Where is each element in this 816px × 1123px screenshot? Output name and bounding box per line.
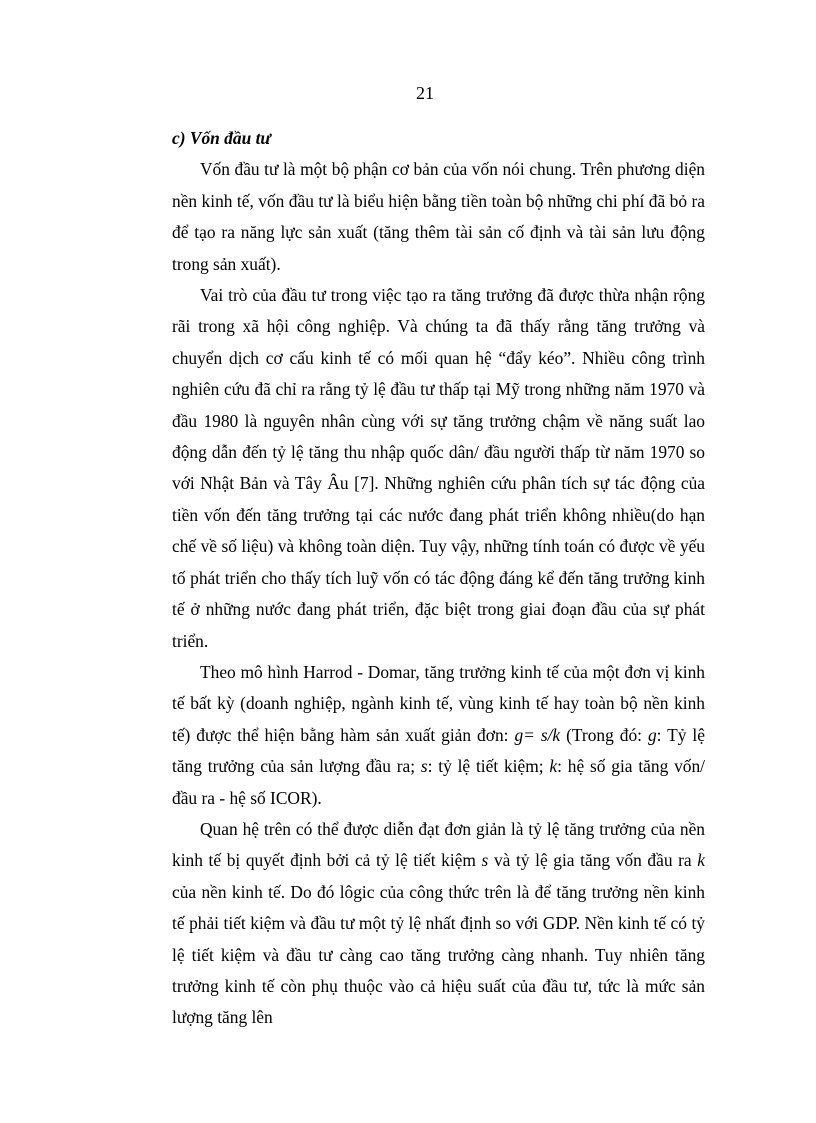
variable-s: s bbox=[481, 850, 489, 871]
section-heading: c) Vốn đầu tư bbox=[172, 128, 271, 148]
variable-s: s bbox=[420, 756, 428, 777]
paragraph-4-text: và tỷ lệ gia tăng vốn đầu ra bbox=[488, 850, 698, 871]
variable-k: k bbox=[549, 756, 558, 777]
paragraph-4-text: Quan hệ trên có thể được diễn đạt đơn giản là tỷ lệ tăng trưởng của nền kinh tế bị quyết định bởi cả tỷ lệ tiết kiệm bbox=[172, 818, 705, 871]
paragraph-1: Vốn đầu tư là một bộ phận cơ bản của vốn nói chung. Trên phương diện nền kinh tế, vốn đầu tư là biểu hiện bằng tiền toàn bộ những chi phí đã bỏ ra để tạo ra năng lực sản xuất (tăng thêm tài sản cố định và tài sản lưu động trong sản xuất). bbox=[172, 159, 705, 274]
variable-g: g bbox=[647, 724, 657, 745]
paragraph-3-text: : Tỷ lệ tăng trưởng của sản lượng đầu ra; bbox=[172, 724, 705, 777]
paragraph-4 bbox=[172, 814, 705, 1034]
variable-k: k bbox=[697, 850, 705, 871]
paragraph-3 bbox=[172, 657, 705, 814]
paragraph-3-text: : tỷ lệ tiết kiệm; bbox=[427, 756, 550, 777]
paragraph-3-text: (Trong đó: bbox=[560, 724, 648, 745]
paragraph-2: Vai trò của đầu tư trong việc tạo ra tăng trưởng đã được thừa nhận rộng rãi trong xã hội công nghiệp. Và chúng ta đã thấy rằng tăng trưởng và chuyển dịch cơ cấu kinh tế có mối quan hệ “đẩy kéo”. Nhiều công trình nghiên cứu đã chỉ ra rằng tỷ lệ đầu tư thấp tại Mỹ trong những năm 1970 và đầu 1980 là nguyên nhân cùng với sự tăng trưởng chậm về năng suất lao động dẫn đến tỷ lệ tăng thu nhập quốc dân/ đầu người thấp từ năm 1970 so với Nhật Bản và Tây Âu [7]. Những nghiên cứu phân tích sự tác động của tiền vốn đến tăng trưởng tại các nước đang phát triển không nhiều(do hạn chế về số liệu) và không toàn diện. Tuy vậy, những tính toán có được về yếu tố phát triển cho thấy tích luỹ vốn có tác động đáng kể đến tăng trưởng kinh tế ở những nước đang phát triển, đặc biệt trong giai đoạn đầu của sự phát triển. bbox=[172, 285, 705, 651]
paragraph-3-text: Theo mô hình Harrod - Domar, tăng trưởng kinh tế của một đơn vị kinh tế bất kỳ (doanh nghiệp, ngành kinh tế, vùng kinh tế hay toàn bộ nền kinh tế) được thể hiện bằng hàm sản xuất giản đơn: bbox=[172, 661, 705, 745]
formula-harrod-domar: g= s/k bbox=[514, 724, 561, 745]
paragraph-4-text: của nền kinh tế. Do đó lôgic của công thức trên là để tăng trưởng nền kinh tế phải tiết kiệm và đầu tư một tỷ lệ nhất định so với GDP. Nền kinh tế có tỷ lệ tiết kiệm và đầu tư càng cao tăng trưởng càng nhanh. Tuy nhiên tăng trưởng kinh tế còn phụ thuộc vào cả hiệu suất của đầu tư, tức là mức sản lượng tăng lên bbox=[172, 881, 705, 1028]
page-content bbox=[172, 123, 705, 1034]
page-number: 21 bbox=[416, 83, 434, 103]
paragraph-3-text: : hệ số gia tăng vốn/đầu ra - hệ số ICOR). bbox=[172, 756, 705, 808]
